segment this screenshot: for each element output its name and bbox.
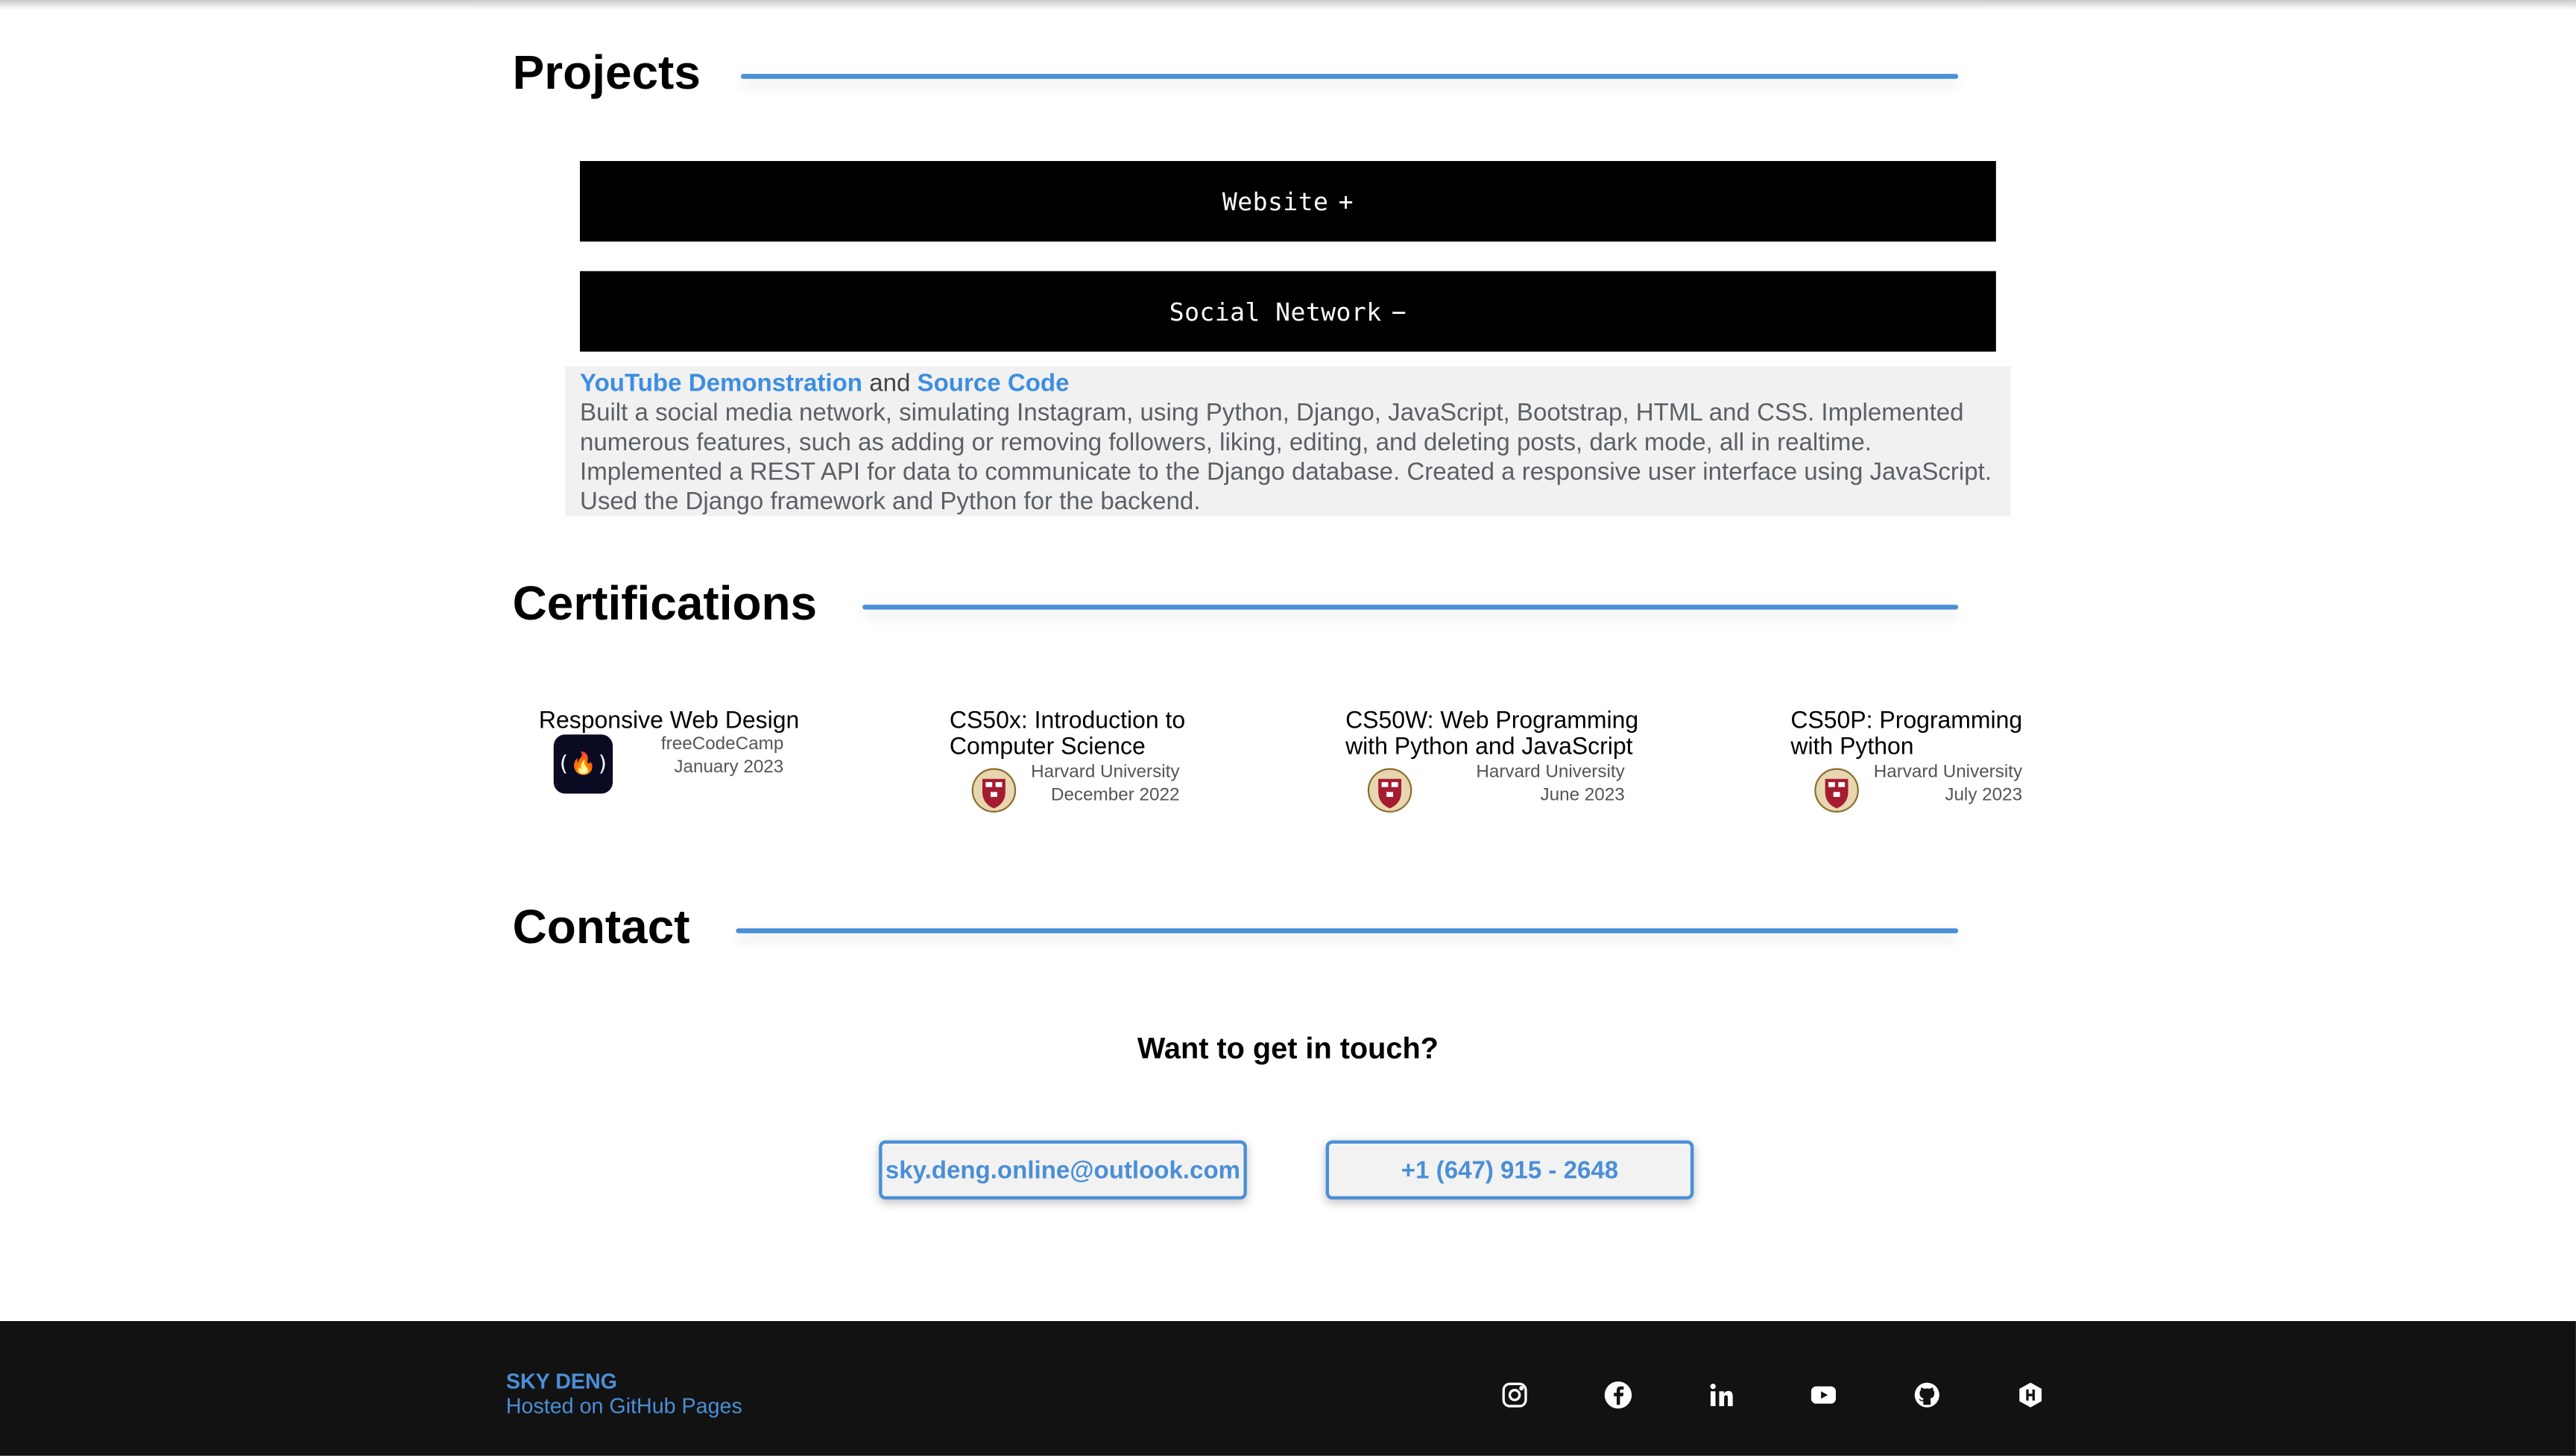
freecodecamp-icon <box>554 734 613 793</box>
youtube-icon[interactable] <box>1809 1380 1839 1410</box>
email-button[interactable] <box>879 1141 1247 1200</box>
cert-meta-freecodecamp <box>625 734 784 779</box>
project-social-network-button[interactable] <box>580 271 1996 352</box>
contact-question: Want to get in touch? <box>1137 1032 1439 1065</box>
cert-card-cs50p[interactable] <box>1790 708 2037 761</box>
harvard-crest-icon <box>1367 767 1413 813</box>
hackerrank-icon[interactable] <box>2015 1380 2045 1410</box>
phone-text: +1 (647) 915 - 2648 <box>1401 1156 1619 1184</box>
cert-title: Responsive Web Design <box>538 707 800 735</box>
cert-meta-cs50w <box>1460 763 1624 807</box>
project-social-network-label: Social Network <box>1169 296 1382 327</box>
cert-title: CS50P: Programming with Python <box>1790 707 2023 761</box>
github-icon[interactable] <box>1912 1380 1942 1410</box>
source-code-link[interactable]: Source Code <box>917 369 1070 398</box>
projects-divider <box>741 74 1958 79</box>
cert-issuer: Harvard University <box>1873 762 2023 783</box>
footer <box>0 1321 2576 1456</box>
cert-date: January 2023 <box>674 756 784 777</box>
certifications-divider <box>862 605 1958 610</box>
footer-name: SKY DENG <box>505 1368 617 1393</box>
link-connector: and <box>869 369 911 398</box>
cert-date: June 2023 <box>1540 784 1625 804</box>
cert-date: July 2023 <box>1945 784 2023 804</box>
project-website-button[interactable] <box>580 161 1996 242</box>
harvard-crest-icon <box>1813 767 1860 813</box>
cert-card-cs50x[interactable] <box>950 708 1229 761</box>
harvard-crest-icon <box>971 767 1017 813</box>
cert-date: December 2022 <box>1050 784 1180 804</box>
cert-card-freecodecamp[interactable] <box>539 708 818 734</box>
social-network-panel <box>565 366 2011 516</box>
top-shadow <box>0 0 2576 10</box>
instagram-icon[interactable] <box>1500 1380 1530 1410</box>
footer-hosted-text: Hosted on GitHub Pages <box>505 1393 742 1419</box>
cert-issuer: freeCodeCamp <box>660 734 784 754</box>
collapse-minus-icon: − <box>1391 296 1407 327</box>
facebook-icon[interactable] <box>1603 1380 1633 1410</box>
cert-meta-cs50p <box>1858 763 2022 807</box>
cert-title: CS50x: Introduction to Computer Science <box>949 707 1186 761</box>
cert-title: CS50W: Web Programming with Python and JavaScript <box>1345 707 1639 761</box>
expand-plus-icon: + <box>1338 186 1354 216</box>
project-website-label: Website <box>1222 186 1329 216</box>
freecodecamp-logo-text: (🔥) <box>557 751 610 777</box>
contact-heading: Contact <box>512 901 690 955</box>
project-description: Built a social media network, simulating Instagram, using Python, Django, JavaScript, Bootstrap, HTML and CSS. Implemented numerous features, such as adding or removing followers, liking, editing, and deleting posts, dark mode, all in realtime. Implemented a REST API for data to communicate to the Django database. Created a responsive user interface using JavaScript. Used the Django framework and Python for the backend. <box>580 399 1992 517</box>
email-text: sky.deng.online@outlook.com <box>885 1156 1241 1184</box>
cert-issuer: Harvard University <box>1031 762 1180 783</box>
projects-heading: Projects <box>512 47 701 101</box>
cert-card-cs50w[interactable] <box>1345 708 1658 761</box>
cert-meta-cs50x <box>1015 763 1179 807</box>
cert-issuer: Harvard University <box>1476 762 1625 783</box>
contact-divider <box>736 928 1958 933</box>
certifications-heading: Certifications <box>512 578 818 631</box>
linkedin-icon[interactable] <box>1707 1380 1737 1410</box>
phone-button[interactable] <box>1326 1141 1694 1200</box>
youtube-demonstration-link[interactable]: YouTube Demonstration <box>580 369 862 398</box>
